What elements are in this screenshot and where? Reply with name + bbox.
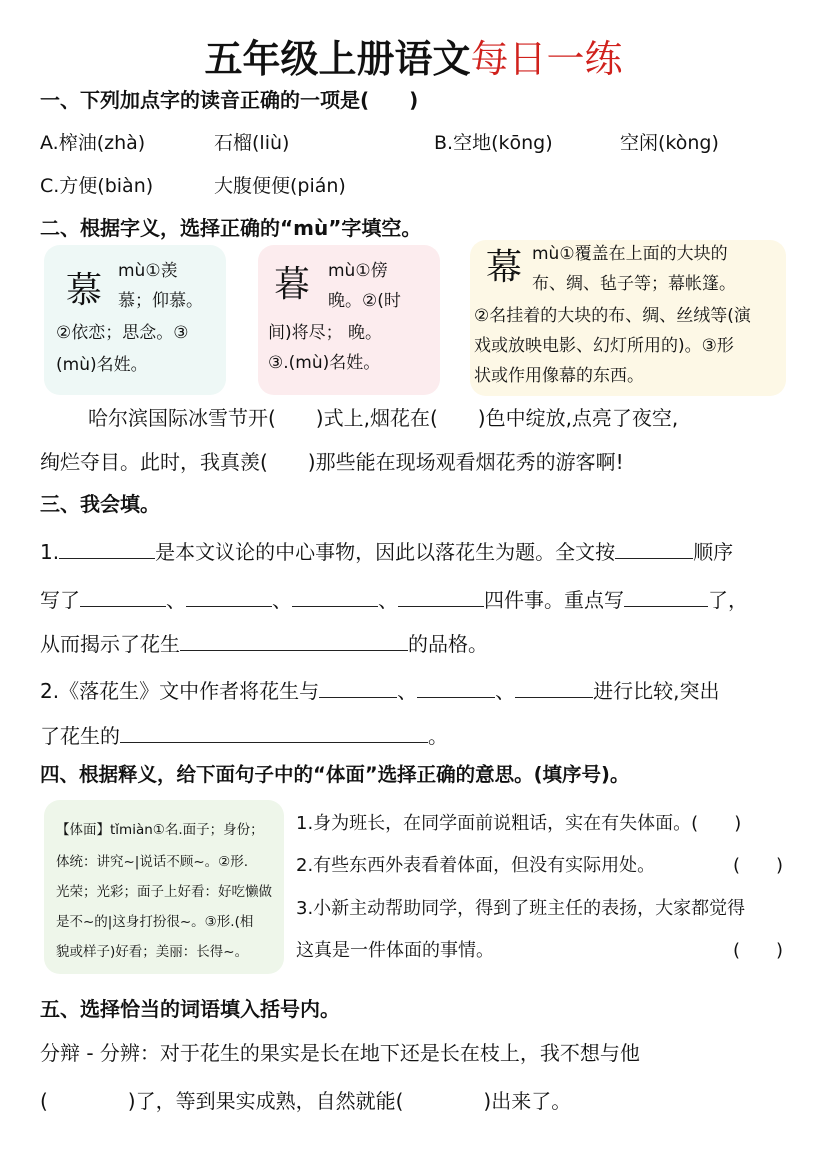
dict-line: 体统：讲究~|说话不顾~。②形. [56,854,249,870]
text: 、 [378,588,398,612]
text: 了花生的 [40,724,120,748]
box1-line: 慕；仰慕。 [118,291,203,311]
text: 的品格。 [408,632,488,656]
dictionary-box [44,800,284,974]
text: 四件事。重点写 [484,588,624,612]
text: 从而揭示了花生 [40,632,180,656]
definition-box-mu2 [258,245,440,395]
definition-box-mu1 [44,245,226,395]
q1-option-a2: 石榴(liù) [214,132,290,154]
q3-line-5 [40,722,448,749]
blank[interactable] [417,677,495,698]
q5-line-1: 分辩 - 分辨：对于花生的果实是长在地下还是长在枝上，我不想与他 [40,1041,640,1065]
q3-line-2 [40,586,748,613]
dict-line: 貌或样子)好看；美丽：长得~。 [56,944,249,960]
blank[interactable] [515,677,593,698]
q1-option-c1: C.方便(biàn) [40,175,154,197]
blank[interactable] [180,630,408,651]
blank[interactable] [80,586,166,607]
q1-option-b2: 空闲(kòng) [620,132,719,154]
char-mu3: 幕 [486,247,523,288]
box3-line: ②名挂着的大块的布、绸、丝绒等(演 [474,306,751,326]
q4-sentence-1: 1.身为班长，在同学面前说粗话，实在有失体面。( ) [296,813,742,834]
definition-box-mu3 [470,240,786,396]
q5-heading: 五、选择恰当的词语填入括号内。 [40,997,340,1021]
blank[interactable] [615,538,693,559]
text: 是本文议论的中心事物，因此以落花生为题。全文按 [155,540,616,564]
text: 了， [708,588,748,612]
q3-line-1 [40,538,733,565]
q1-heading: 一、下列加点字的读音正确的一项是( ) [40,88,419,112]
text: 、 [166,588,186,612]
text: 2.《落花生》文中作者将花生与 [40,679,320,703]
box2-line: 间)将尽； 晚。 [268,323,383,343]
blank[interactable] [624,586,708,607]
title-accent: 每日一练 [470,37,623,81]
q5-line-2: ( )了，等到果实成熟，自然就能( )出来了。 [40,1089,572,1113]
char-mu1: 慕 [66,270,103,311]
box1-line: (mù)名姓。 [56,355,148,375]
q1-option-c2: 大腹便便(pián) [214,175,346,197]
q2-sentence-1: 哈尔滨国际冰雪节开( )式上,烟花在( )色中绽放,点亮了夜空, [88,406,679,430]
box3-line: mù①覆盖在上面的大块的 [532,244,728,264]
dict-line: 【体面】tǐmiàn①名.面子；身份； [56,822,264,838]
text: 。 [428,724,448,748]
q4-answer-2[interactable]: ( ) [733,855,784,876]
blank[interactable] [120,722,428,743]
q4-heading: 四、根据释义，给下面句子中的“体面”选择正确的意思。(填序号)。 [40,763,630,786]
blank[interactable] [398,586,484,607]
text: 、 [397,679,418,703]
q2-heading: 二、根据字义，选择正确的“mù”字填空。 [40,216,422,240]
blank[interactable] [319,677,397,698]
q4-sentence-3-cont: 这真是一件体面的事情。 [296,940,494,961]
blank[interactable] [59,538,155,559]
text: 、 [272,588,292,612]
q4-answer-3[interactable]: ( ) [733,940,784,961]
char-mu2: 暮 [274,264,311,305]
text: 进行比较,突出 [593,679,720,703]
q4-sentence-3: 3.小新主动帮助同学，得到了班主任的表扬，大家都觉得 [296,898,746,919]
box2-line: 晚。②(时 [328,291,401,311]
q4-sentence-2: 2.有些东西外表看着体面，但没有实际用处。 [296,855,656,876]
q3-heading: 三、我会填。 [40,492,160,516]
box1-line: mù①羡 [118,261,178,281]
box3-line: 戏或放映电影、幻灯所用的)。③形 [474,336,734,356]
page-title [0,36,827,82]
box3-line: 状或作用像幕的东西。 [474,366,644,386]
q3-line-4 [40,677,719,704]
q3-line-3 [40,630,488,657]
title-main: 五年级上册语文 [204,36,471,81]
q1-option-b1: B.空地(kōng) [434,132,553,154]
text: 顺序 [693,540,734,564]
box2-line: mù①傍 [328,261,388,281]
box1-line: ②依恋；思念。③ [56,323,189,343]
q1-option-a1: A.榨油(zhà) [40,132,146,154]
text: 1. [40,540,60,564]
box3-line: 布、绸、毡子等；幕帐篷。 [532,274,736,294]
blank[interactable] [186,586,272,607]
blank[interactable] [292,586,378,607]
box2-line: ③.(mù)名姓。 [268,353,381,373]
dict-line: 是不~的|这身打扮很~。③形.(相 [56,914,254,930]
text: 写了 [40,588,80,612]
text: 、 [495,679,516,703]
dict-line: 光荣；光彩；面子上好看：好吃懒做 [56,884,272,900]
q2-sentence-2: 绚烂夺目。此时，我真羡( )那些能在现场观看烟花秀的游客啊! [40,450,624,474]
